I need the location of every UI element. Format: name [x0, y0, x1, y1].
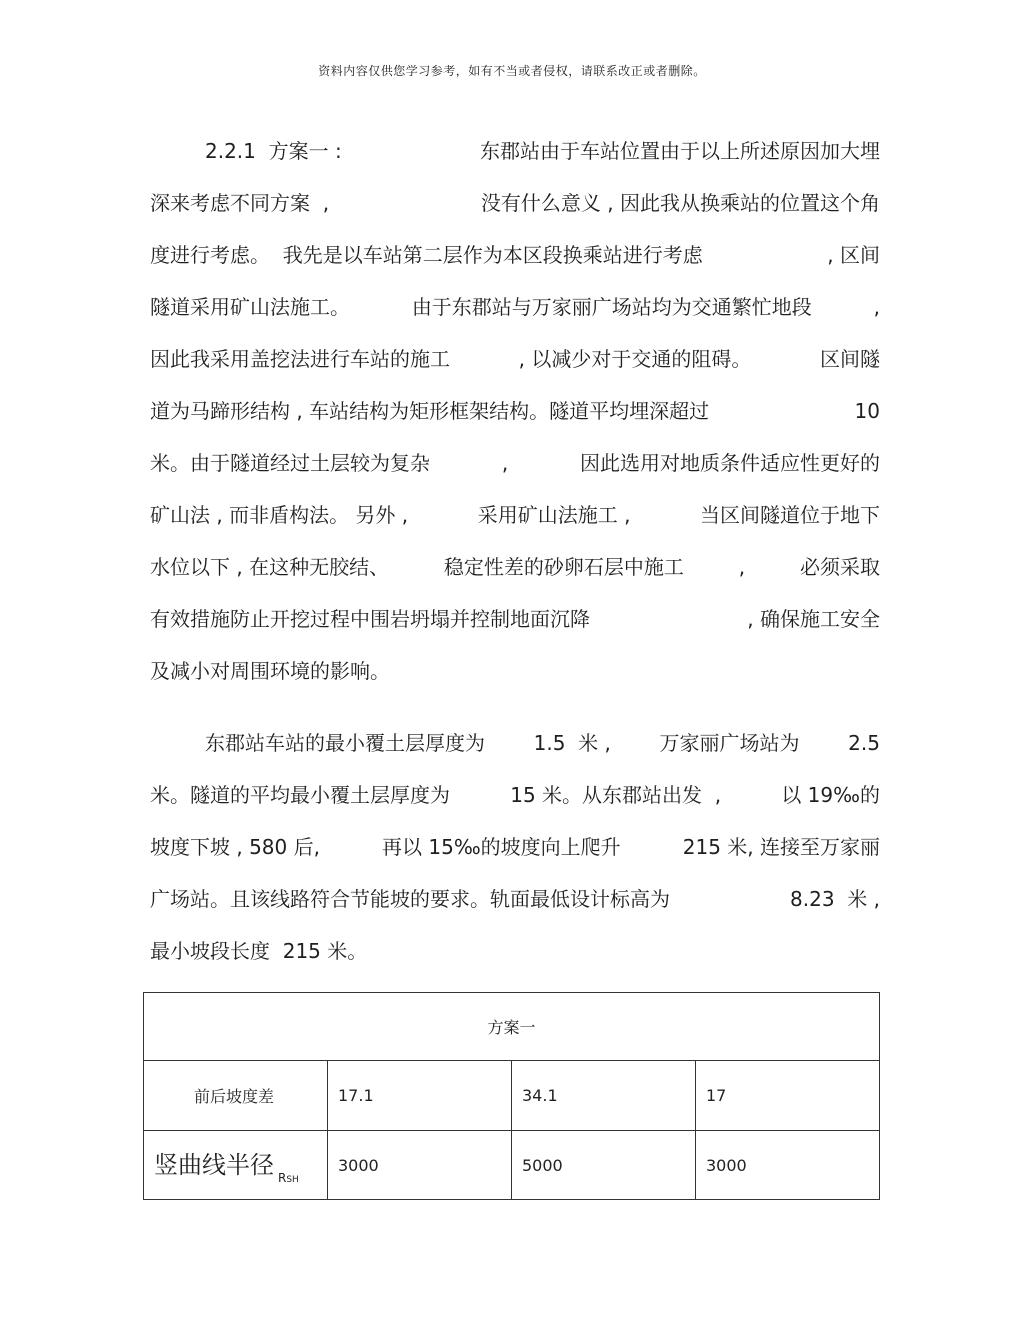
- text-segment: 由于东郡站与万家丽广场站均为交通繁忙地段: [411, 295, 812, 319]
- table-cell: 3000: [328, 1131, 512, 1200]
- text-segment: 采用矿山法施工 ,: [477, 503, 631, 527]
- text-segment: 215 米, 连接至万家丽: [682, 835, 880, 859]
- text-segment: 坡度下坡 , 580 后,: [150, 835, 320, 859]
- text-line: [150, 657, 880, 685]
- text-line: [150, 833, 880, 861]
- text-segment: 当区间隧道位于地下: [700, 503, 880, 527]
- table-cell: 3000: [696, 1131, 880, 1200]
- text-segment: 因此我采用盖挖法进行车站的施工: [150, 347, 450, 371]
- text-segment: 矿山法 , 而非盾构法。 另外 ,: [150, 503, 409, 527]
- text-segment: 没有什么意义 , 因此我从换乘站的位置这个角: [480, 191, 880, 215]
- text-line: [205, 729, 880, 757]
- disclaimer-header: 资料内容仅供您学习参考，如有不当或者侵权，请联系改正或者删除。: [318, 64, 706, 78]
- text-segment: 15 米。从东郡站出发 ,: [510, 783, 722, 807]
- text-segment: 深来考虑不同方案 ,: [150, 191, 330, 215]
- text-segment: 道为马蹄形结构 , 车站结构为矩形框架结构。隧道平均埋深超过: [150, 399, 710, 423]
- text-line: [150, 605, 880, 633]
- text-segment: 及减小对周围环境的影响。: [150, 659, 390, 683]
- text-segment: ,: [501, 451, 509, 475]
- text-segment: 因此选用对地质条件适应性更好的: [579, 451, 880, 475]
- text-segment: 最小坡段长度 215 米。: [150, 939, 368, 963]
- table-row: [144, 1131, 880, 1200]
- text-segment: 米。由于隧道经过土层较为复杂: [150, 451, 430, 475]
- text-line: [150, 397, 880, 425]
- text-line: [150, 345, 880, 373]
- text-segment: ,: [873, 295, 880, 319]
- text-segment: 1.5 米 ,: [533, 731, 611, 755]
- text-segment: 稳定性差的砂卵石层中施工: [443, 555, 684, 579]
- text-segment: 10: [854, 399, 880, 423]
- text-segment: ,: [738, 555, 746, 579]
- text-line: [150, 241, 880, 269]
- text-segment: 隧道采用矿山法施工。: [150, 295, 350, 319]
- table-cell: 17: [696, 1061, 880, 1131]
- text-line: [150, 885, 880, 913]
- text-segment: 区间隧: [820, 347, 880, 371]
- table-title-row: [144, 993, 880, 1061]
- table-title: 方案一: [144, 993, 880, 1061]
- text-segment: 有效措施防止开挖过程中围岩坍塌并控制地面沉降: [150, 607, 590, 631]
- text-line: [205, 137, 880, 165]
- text-line: [150, 501, 880, 529]
- text-segment: 2.5: [848, 731, 880, 755]
- text-segment: 必须采取: [799, 555, 880, 579]
- text-segment: 度进行考虑。 我先是以车站第二层作为本区段换乘站进行考虑: [150, 243, 703, 267]
- text-segment: 东郡站由于车站位置由于以上所述原因加大埋: [480, 139, 880, 163]
- text-line: [150, 189, 880, 217]
- text-segment: , 以减少对于交通的阻碍。: [518, 347, 752, 371]
- table-row: [144, 1061, 880, 1131]
- text-segment: 水位以下 , 在这种无胶结、: [150, 555, 390, 579]
- table-cell: 17.1: [328, 1061, 512, 1131]
- text-line: [150, 449, 880, 477]
- scheme-table: [143, 992, 880, 1200]
- text-line: [150, 937, 880, 965]
- text-segment: 东郡站车站的最小覆土层厚度为: [205, 731, 485, 755]
- text-segment: 8.23 米 ,: [790, 887, 880, 911]
- text-segment: 米。隧道的平均最小覆土层厚度为: [150, 783, 450, 807]
- text-segment: 以 19‰的: [781, 783, 880, 807]
- text-line: [150, 553, 880, 581]
- text-segment: 广场站。且该线路符合节能坡的要求。轨面最低设计标高为: [150, 887, 670, 911]
- text-line: [150, 293, 880, 321]
- text-segment: , 区间: [827, 243, 880, 267]
- row-label-vertical-curve-radius: 竖曲线半径 $_{RSH}$: [144, 1131, 328, 1200]
- text-segment: , 确保施工安全: [747, 607, 880, 631]
- table-cell: 5000: [512, 1131, 696, 1200]
- table-cell: 34.1: [512, 1061, 696, 1131]
- text-line: [150, 781, 880, 809]
- text-segment: 2.2.1 方案一 :: [205, 139, 342, 163]
- text-segment: 再以 15‰的坡度向上爬升: [382, 835, 621, 859]
- text-segment: 万家丽广场站为: [659, 731, 800, 755]
- row-label-grade-difference: 前后坡度差: [144, 1061, 328, 1131]
